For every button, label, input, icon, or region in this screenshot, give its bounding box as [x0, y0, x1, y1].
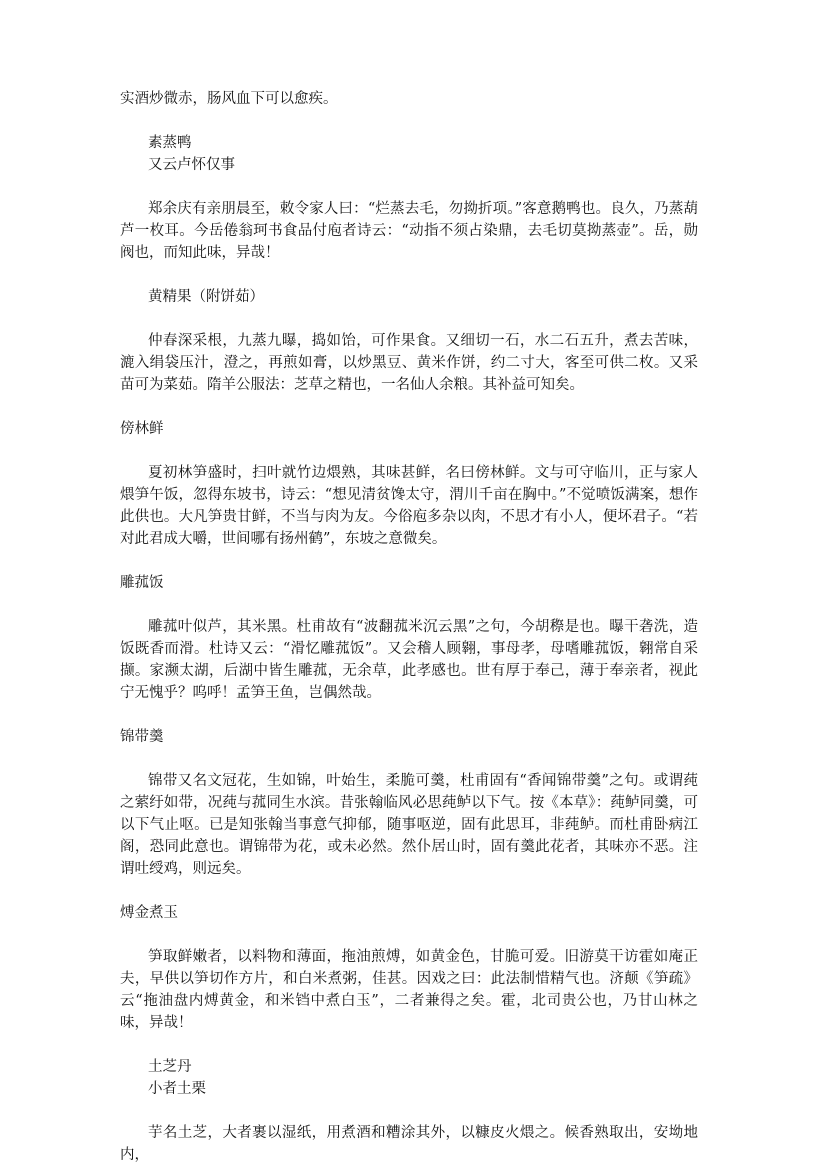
section-paragraph-bang-lin-xian: 夏初林笋盛时，扫叶就竹边煨熟，其味甚鲜，名曰傍林鲜。文与可守临川，正与家人煨笋午饭，忽得东坡书，诗云：“想见清贫馋太守，渭川千亩在胸中。”不觉喷饭满案，想作此供也。大凡笋贵甘鲜，不当与肉为友。今俗庖多杂以肉，不思才有小人，便坏君子。“若对此君成大嚼，世间哪有扬州鹤”，东坡之意微矣。 [120, 465, 698, 547]
section-subtitle-su-zheng-ya: 又云卢怀仅事 [148, 157, 235, 173]
section-title-bang-lin-xian: 傍林鲜 [120, 421, 164, 437]
section-title-su-zheng-ya: 素蒸鸭 [148, 135, 192, 151]
section-paragraph-tu-zhi-dan: 芋名土芝，大者裹以湿纸，用煮酒和糟涂其外，以糠皮火煨之。候香熟取出，安坳地内， [120, 1125, 698, 1163]
section-subtitle-tu-zhi-dan: 小者土栗 [148, 1081, 206, 1097]
intro-line: 实酒炒微赤，肠风血下可以愈疾。 [120, 91, 338, 107]
section-paragraph-huang-jing-guo: 仲春深采根，九蒸九曝，捣如饴，可作果食。又细切一石，水二石五升，煮去苦味，漉入绢袋压汁，澄之，再煎如膏，以炒黑豆、黄米作饼，约二寸大，客至可供二枚。又采苗可为菜茹。隋羊公服法：芝草之精也，一名仙人余粮。其补益可知矣。 [120, 333, 698, 393]
section-paragraph-bo-jin-zhu-yu: 笋取鲜嫩者，以料物和薄面，拖油煎煿，如黄金色，甘脆可爱。旧游莫干访霍如庵正夫，早供以笋切作方片，和白米煮粥，佳甚。因戏之曰：此法制惜精气也。济颠《笋疏》云“拖油盘内煿黄金，和米铛中煮白玉”，二者兼得之矣。霍，北司贵公也，乃甘山林之味，异哉！ [120, 949, 698, 1031]
section-paragraph-su-zheng-ya: 郑余庆有亲朋晨至，敕令家人曰：“烂蒸去毛，勿拗折项。”客意鹅鸭也。良久，乃蒸葫芦一枚耳。今岳倦翁珂书食品付庖者诗云：“动指不须占染鼎，去毛切莫拗蒸壶”。岳，勋阀也，而知此味，异哉！ [120, 201, 698, 261]
section-title-bo-jin-zhu-yu: 煿金煮玉 [120, 905, 178, 921]
section-title-huang-jing-guo: 黄精果（附饼茹） [148, 289, 264, 305]
section-paragraph-jin-dai-geng: 锦带又名文冠花，生如锦，叶始生，柔脆可羹，杜甫固有“香闻锦带羹”之句。或谓莼之萦纡如带，况莼与菰同生水滨。昔张翰临风必思莼鲈以下气。按《本草》：莼鲈同羹，可以下气止呕。已是知张翰当事意气抑郁，随事呕逆，固有此思耳，非莼鲈。而杜甫卧病江阁，恐同此意也。谓锦带为花，或未必然。然仆居山时，固有羹此花者，其味亦不恶。注谓吐绶鸡，则远矣。 [120, 773, 698, 877]
section-paragraph-diao-gu-fan: 雕菰叶似芦，其米黑。杜甫故有“波翻菰米沉云黑”之句，今胡穄是也。曝干砻洗，造饭既香而滑。杜诗又云：“滑忆雕菰饭”。又会稽人顾翱，事母孝，母嗜雕菰饭，翱常自采撷。家濒太湖，后湖中皆生雕菰，无余草，此孝感也。世有厚于奉己，薄于奉亲者，视此宁无愧乎？呜呼！孟笋王鱼，岂偶然哉。 [120, 619, 698, 701]
section-title-tu-zhi-dan: 土芝丹 [148, 1059, 192, 1075]
document-page [120, 88, 698, 1166]
section-title-jin-dai-geng: 锦带羹 [120, 729, 164, 745]
section-title-diao-gu-fan: 雕菰饭 [120, 575, 164, 591]
